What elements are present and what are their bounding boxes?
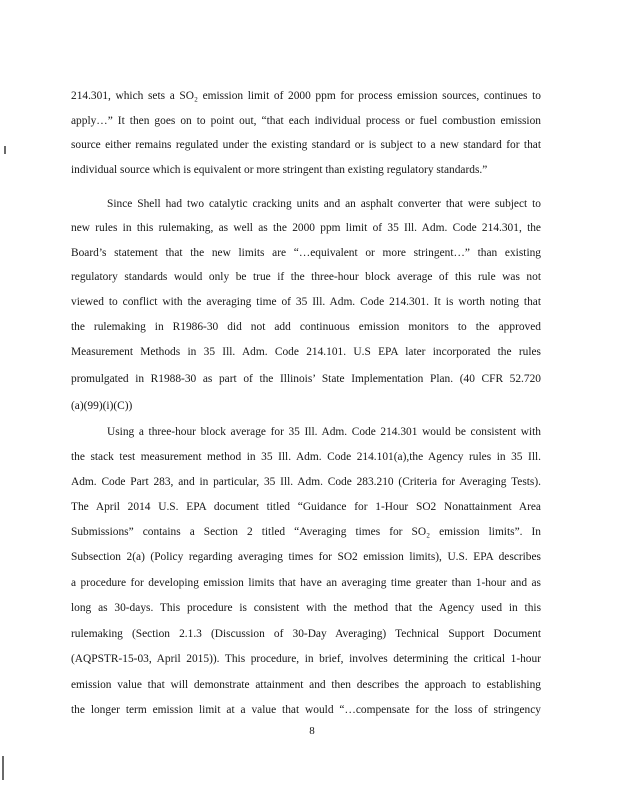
paragraph-line: Board’s statement that the new limits are “…equivalent or more stringent…” than existing: [71, 247, 541, 259]
paragraph-line: Adm. Code Part 283, and in particular, 35 Ill. Adm. Code 283.210 (Criteria for Averaging Tests).: [71, 476, 541, 488]
paragraph-line: Subsection 2(a) (Policy regarding averaging times for SO2 emission limits), U.S. EPA describes: [71, 551, 541, 563]
paragraph-line: individual source which is equivalent or more stringent than existing regulatory standards.”: [71, 164, 488, 176]
paragraph-line: source either remains regulated under the existing standard or is subject to a new standard for that: [71, 139, 541, 151]
paragraph-line: the longer term emission limit at a value that would “…compensate for the loss of stringency: [71, 704, 541, 716]
paragraph-line: the rulemaking in R1986-30 did not add continuous emission monitors to the approved: [71, 321, 541, 333]
scan-mark: [4, 146, 6, 154]
paragraph-line: apply…” It then goes on to point out, “that each individual process or fuel combustion emission: [71, 115, 541, 127]
paragraph-line: promulgated in R1988-30 as part of the Illinois’ State Implementation Plan. (40 CFR 52.720: [71, 373, 541, 385]
paragraph-line: Submissions” contains a Section 2 titled “Averaging times for SO₂ emission limits”. In: [71, 526, 541, 538]
paragraph-line: long as 30-days. This procedure is consistent with the method that the Agency used in this: [71, 602, 541, 614]
paragraph-line: the stack test measurement method in 35 Ill. Adm. Code 214.101(a),the Agency rules in 35 Ill.: [71, 451, 541, 463]
paragraph-line: viewed to conflict with the averaging time of 35 Ill. Adm. Code 214.301. It is worth noting that: [71, 296, 541, 308]
paragraph-line: (a)(99)(i)(C)): [71, 400, 133, 412]
paragraph-line: a procedure for developing emission limits that have an averaging time greater than 1-hour and as: [71, 577, 541, 589]
paragraph-line: Measurement Methods in 35 Ill. Adm. Code 214.101. U.S EPA later incorporated the rules: [71, 346, 541, 358]
paragraph-line: Using a three-hour block average for 35 Ill. Adm. Code 214.301 would be consistent with: [107, 426, 541, 438]
paragraph-line: 214.301, which sets a SO₂ emission limit of 2000 ppm for process emission sources, continues to: [71, 90, 541, 102]
scan-mark: [2, 756, 4, 780]
paragraph-line: (AQPSTR-15-03, April 2015)). This procedure, in brief, involves determining the critical 1-hour: [71, 653, 541, 665]
paragraph-line: regulatory standards would only be true if the three-hour block average of this rule was not: [71, 271, 541, 283]
page-number: 8: [309, 725, 315, 737]
paragraph-line: Since Shell had two catalytic cracking units and an asphalt converter that were subject to: [107, 198, 541, 210]
paragraph-line: new rules in this rulemaking, as well as the 2000 ppm limit of 35 Ill. Adm. Code 214.301, the: [71, 222, 541, 234]
paragraph-line: rulemaking (Section 2.1.3 (Discussion of 30-Day Averaging) Technical Support Document: [71, 628, 541, 640]
paragraph-line: emission value that will demonstrate attainment and then describes the approach to establishing: [71, 679, 541, 691]
paragraph-line: The April 2014 U.S. EPA document titled “Guidance for 1-Hour SO2 Nonattainment Area: [71, 501, 541, 513]
